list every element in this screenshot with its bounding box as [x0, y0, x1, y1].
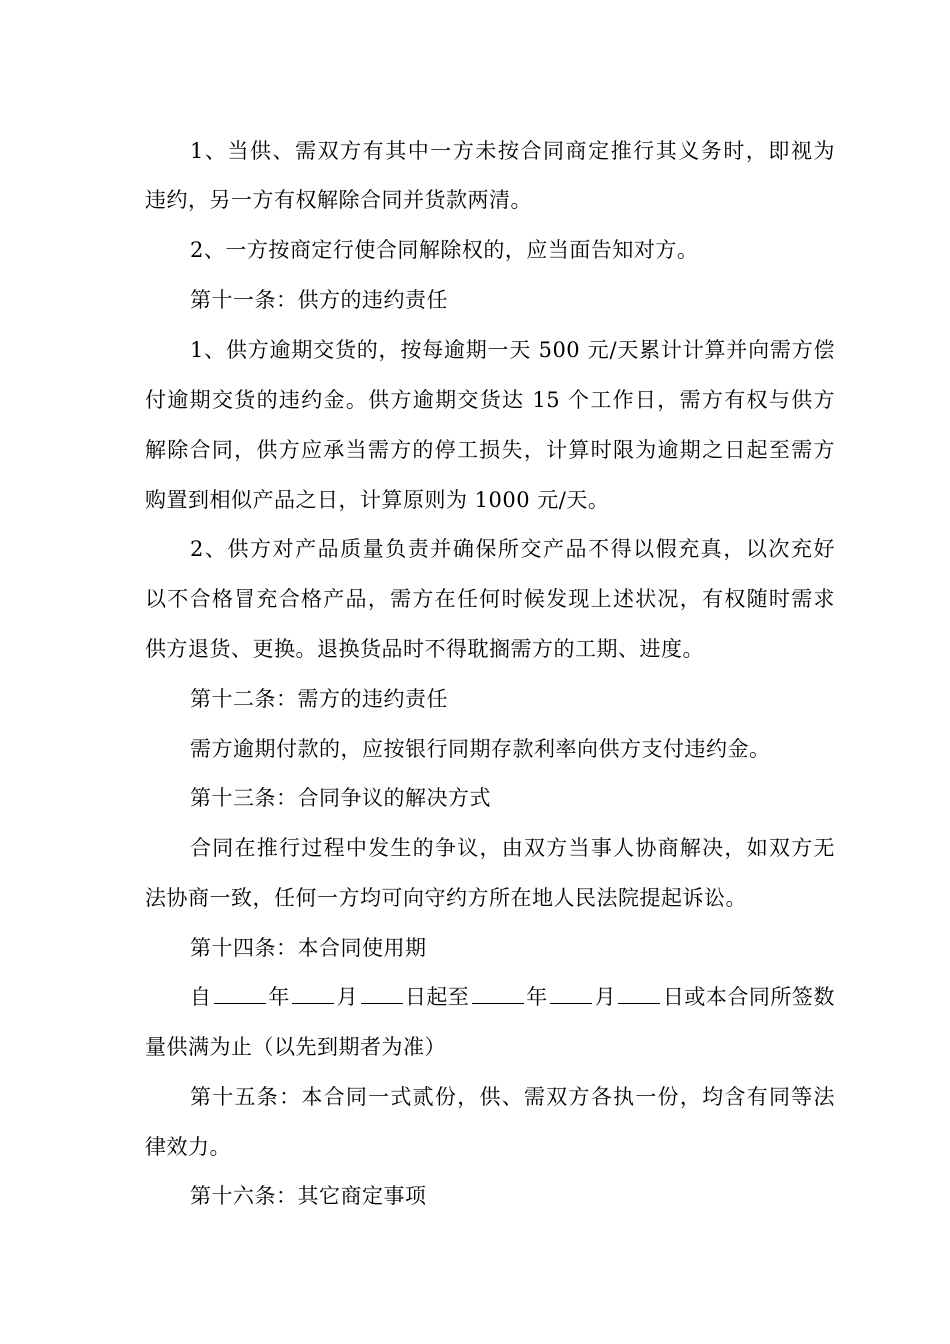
section-heading: 第十一条：供方的违约责任 — [190, 288, 448, 312]
paragraph-line: 1、供方逾期交货的，按每逾期一天 500 元/天累计计算并向需方偿 — [190, 338, 835, 362]
paragraph-line: 1、当供、需双方有其中一方未按合同商定推行其义务时，即视为 — [190, 139, 835, 163]
section-heading: 第十四条：本合同使用期 — [190, 936, 427, 960]
date-day-to-text: 日起至 — [404, 985, 470, 1009]
validity-date-line — [190, 977, 835, 1017]
paragraph-line: 违约，另一方有权解除合同并货款两清。 — [145, 188, 532, 212]
date-month-text: 月 — [336, 985, 359, 1009]
date-year-text: 年 — [526, 985, 548, 1009]
section-heading: 第十六条：其它商定事项 — [190, 1184, 427, 1208]
date-month-text: 月 — [594, 985, 617, 1009]
paragraph-line: 量供满为止（以先到期者为准） — [145, 1035, 446, 1059]
blank-year-start — [214, 981, 266, 1004]
section-heading: 第十三条：合同争议的解决方式 — [190, 786, 491, 810]
blank-day-end — [618, 981, 660, 1004]
date-from-text: 自 — [190, 985, 212, 1009]
section-heading: 第十二条：需方的违约责任 — [190, 687, 448, 711]
paragraph-line: 解除合同，供方应承当需方的停工损失，计算时限为逾期之日起至需方 — [145, 438, 835, 462]
paragraph-line: 2、一方按商定行使合同解除权的，应当面告知对方。 — [190, 238, 699, 262]
blank-year-end — [472, 981, 524, 1004]
paragraph-line: 付逾期交货的违约金。供方逾期交货达 15 个工作日，需方有权与供方 — [145, 388, 835, 412]
blank-month-end — [550, 981, 592, 1004]
date-tail-text: 日或本合同所签数 — [662, 985, 835, 1009]
paragraph-line: 法协商一致，任何一方均可向守约方所在地人民法院提起诉讼。 — [145, 886, 747, 910]
paragraph-line: 2、供方对产品质量负责并确保所交产品不得以假充真，以次充好 — [190, 537, 835, 561]
blank-month-start — [292, 981, 334, 1004]
paragraph-line: 合同在推行过程中发生的争议，由双方当事人协商解决，如双方无 — [190, 836, 835, 860]
paragraph-line: 第十五条：本合同一式贰份，供、需双方各执一份，均含有同等法 — [190, 1085, 835, 1109]
paragraph-line: 购置到相似产品之日，计算原则为 1000 元/天。 — [145, 488, 610, 512]
date-year-text: 年 — [268, 985, 290, 1009]
paragraph-line: 供方退货、更换。退换货品时不得耽搁需方的工期、进度。 — [145, 637, 704, 661]
paragraph-line: 律效力。 — [145, 1135, 231, 1159]
paragraph-line: 以不合格冒充合格产品，需方在任何时候发现上述状况，有权随时需求 — [145, 587, 835, 611]
paragraph-line: 需方逾期付款的，应按银行同期存款利率向供方支付违约金。 — [190, 737, 771, 761]
blank-day-start — [361, 981, 403, 1004]
